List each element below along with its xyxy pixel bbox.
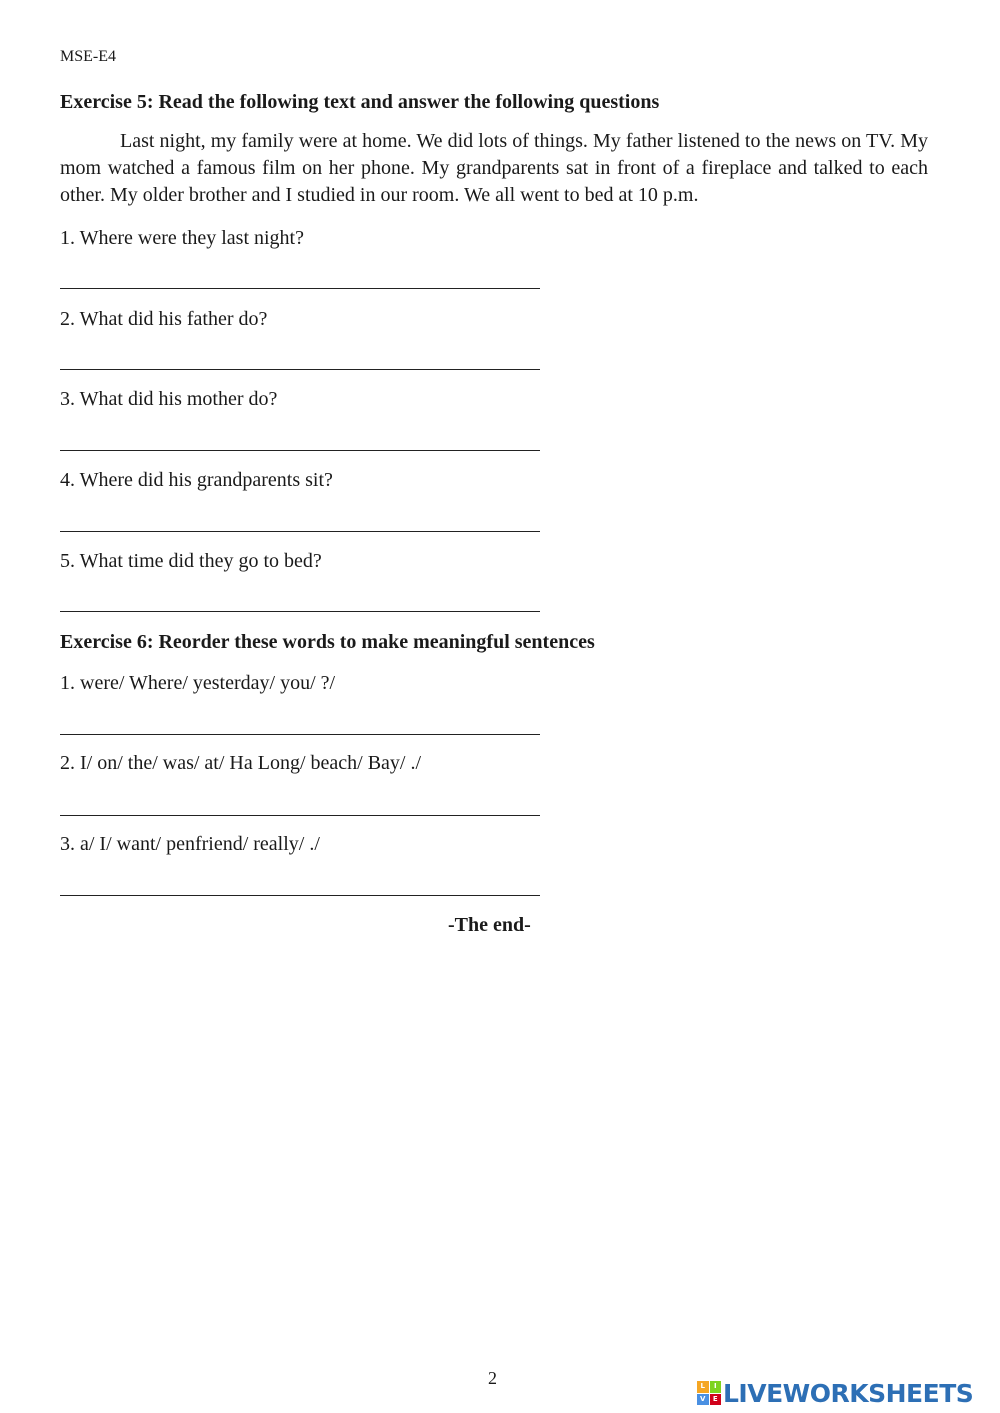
ex5-answer-line-5[interactable] (60, 611, 540, 612)
exercise-6-title: Exercise 6: Reorder these words to make meaningful sentences (60, 631, 595, 653)
ex5-answer-line-3[interactable] (60, 450, 540, 451)
the-end-label: -The end- (448, 914, 531, 936)
liveworksheets-wordmark: LIVEWORKSHEETS (723, 1378, 974, 1408)
logo-icon-tile: I (710, 1381, 722, 1393)
page-number: 2 (488, 1368, 497, 1388)
ex5-question-5: 5. What time did they go to bed? (60, 550, 322, 572)
ex5-answer-line-4[interactable] (60, 531, 540, 532)
ex5-question-2: 2. What did his father do? (60, 308, 268, 330)
document-code: MSE-E4 (60, 48, 116, 65)
liveworksheets-logo-icon (697, 1381, 721, 1405)
ex5-answer-line-2[interactable] (60, 369, 540, 370)
ex5-answer-line-1[interactable] (60, 288, 540, 289)
liveworksheets-logo[interactable] (697, 1378, 973, 1408)
ex6-question-1: 1. were/ Where/ yesterday/ you/ ?/ (60, 672, 336, 694)
ex6-answer-line-1[interactable] (60, 734, 540, 735)
logo-icon-tile: E (710, 1394, 722, 1406)
ex6-answer-line-2[interactable] (60, 815, 540, 816)
reading-passage: Last night, my family were at home. We did lots of things. My father listened to the news on TV. My mom watched a famous film on her phone. My grandparents sat in front of a fireplace and talked to each other. My older brother and I studied in our room. We all went to bed at 10 p.m. (60, 130, 928, 206)
ex6-question-3: 3. a/ I/ want/ penfriend/ really/ ./ (60, 833, 320, 855)
logo-icon-tile: L (697, 1381, 709, 1393)
ex5-question-4: 4. Where did his grandparents sit? (60, 469, 333, 491)
ex6-answer-line-3[interactable] (60, 895, 540, 896)
logo-icon-tile: V (697, 1394, 709, 1406)
ex6-question-2: 2. I/ on/ the/ was/ at/ Ha Long/ beach/ Bay/ ./ (60, 752, 422, 774)
ex5-question-3: 3. What did his mother do? (60, 388, 278, 410)
ex5-question-1: 1. Where were they last night? (60, 227, 304, 249)
exercise-5-title: Exercise 5: Read the following text and answer the following questions (60, 91, 660, 113)
